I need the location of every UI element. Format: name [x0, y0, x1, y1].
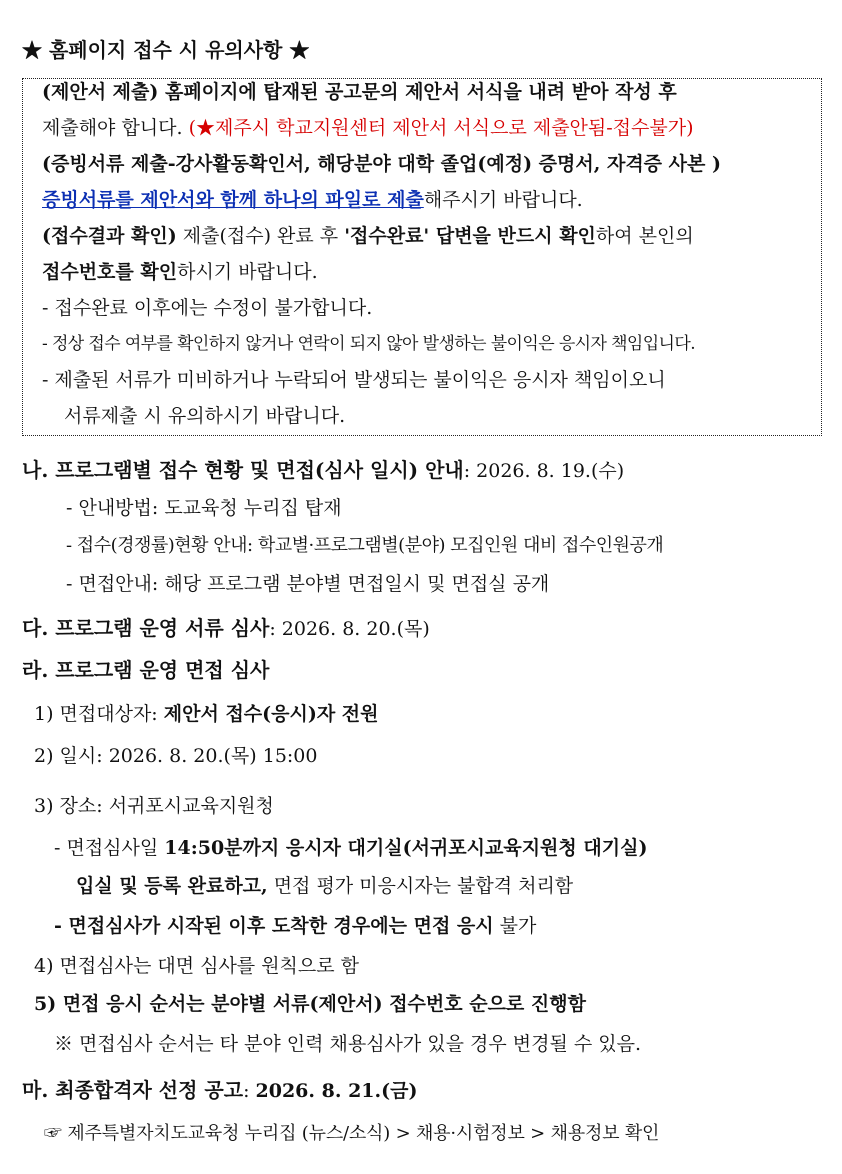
section-ra-item-datetime: 2) 일시: 2026. 8. 20.(목) 15:00 [34, 745, 318, 767]
section-na-item-method: - 안내방법: 도교육청 누리집 탑재 [66, 497, 342, 519]
section-ra-title: 라. 프로그램 운영 면접 심사 [22, 658, 270, 682]
result-check-emphasis: '접수완료' 답변을 반드시 확인 [344, 225, 596, 247]
section-na-item-status: - 접수(경쟁률)현황 안내: 학교별·프로그램별(분야) 모집인원 대비 접수인원공개 [66, 535, 664, 556]
notice-line-documents: (증빙서류 제출-강사활동확인서, 해당분야 대학 졸업(예정) 증명서, 자격증 사본 ) [42, 153, 721, 175]
registration-emphasis: 입실 및 등록 완료하고, [76, 875, 268, 897]
section-ra-item-face-to-face: 4) 면접심사는 대면 심사를 원칙으로 함 [34, 955, 360, 977]
result-check-label: (접수결과 확인) [42, 225, 177, 247]
section-ra-sub-waiting-room [54, 836, 647, 860]
waiting-room-emphasis: 14:50분까지 응시자 대기실(서귀포시교육지원청 대기실) [164, 837, 648, 859]
receipt-number-text: 하시기 바랍니다. [177, 261, 318, 283]
section-ma-title: 마. 최종합격자 선정 공고 [22, 1078, 244, 1102]
notice-line-single-file [42, 188, 583, 212]
section-ra-item-order: 5) 면접 응시 순서는 분야별 서류(제안서) 접수번호 순으로 진행함 [34, 993, 586, 1015]
notice-bullet-responsibility: - 정상 접수 여부를 확인하지 않거나 연락이 되지 않아 발생하는 불이익은 응시자 책임입니다. [42, 334, 696, 354]
notice-warning-text: (★제주시 학교지원센터 제안서 서식으로 제출안됨-접수불가) [188, 117, 694, 139]
section-ma-date: 2026. 8. 21.(금) [255, 1080, 418, 1102]
result-check-text1: 제출(접수) 완료 후 [176, 225, 345, 247]
target-label: 1) 면접대상자: [34, 703, 164, 725]
notice-line-proposal: (제안서 제출) 홈페이지에 탑재된 공고문의 제안서 서식을 내려 받아 작성 후 [42, 81, 677, 103]
single-file-link-text: 증빙서류를 제안서와 함께 하나의 파일로 제출 [42, 189, 424, 211]
section-na-heading [22, 458, 624, 483]
section-na-title: 나. 프로그램별 접수 현황 및 면접(심사 일시) 안내 [22, 458, 464, 482]
waiting-room-prefix: - 면접심사일 [54, 837, 165, 859]
section-da-date: : 2026. 8. 20.(목) [269, 618, 430, 640]
section-na-item-interview: - 면접안내: 해당 프로그램 분야별 면접일시 및 면접실 공개 [66, 573, 550, 595]
receipt-number-emphasis: 접수번호를 확인 [42, 261, 178, 283]
section-ra-item-target [34, 702, 379, 726]
late-arrival-emphasis: - 면접심사가 시작된 이후 도착한 경우에는 면접 응시 [54, 915, 494, 937]
notice-bullet-missing-docs-cont: 서류제출 시 유의하시기 바랍니다. [64, 405, 346, 427]
notice-title: ★ 홈페이지 접수 시 유의사항 ★ [22, 38, 310, 62]
section-ra-item-place: 3) 장소: 서귀포시교육지원청 [34, 795, 274, 817]
section-ra-note: ※ 면접심사 순서는 타 분야 인력 채용심사가 있을 경우 변경될 수 있음. [54, 1033, 642, 1055]
result-check-text2: 하여 본인의 [595, 225, 694, 247]
registration-text: 면접 평가 미응시자는 불합격 처리함 [267, 875, 574, 897]
notice-bullet-missing-docs: - 제출된 서류가 미비하거나 누락되어 발생되는 불이익은 응시자 책임이오니 [42, 369, 666, 391]
late-arrival-text: 불가 [493, 915, 537, 937]
notice-line-receipt-number [42, 260, 318, 284]
section-da-heading [22, 616, 430, 641]
section-ra-sub-late-arrival [54, 914, 536, 938]
section-ra-sub-registration [76, 874, 573, 898]
notice-line-result-check [42, 224, 694, 248]
single-file-rest: 해주시기 바랍니다. [423, 189, 583, 211]
notice-bullet-no-edit: - 접수완료 이후에는 수정이 불가합니다. [42, 297, 373, 319]
target-value: 제안서 접수(응시)자 전원 [163, 703, 379, 725]
notice-line-submit [42, 116, 694, 140]
section-ma-path: ☞ 제주특별자치도교육청 누리집 (뉴스/소식) > 채용·시험정보 > 채용정보 확인 [44, 1123, 660, 1144]
section-na-date: : 2026. 8. 19.(수) [463, 460, 625, 482]
section-ma-date-sep: : [243, 1080, 256, 1102]
section-ma-heading [22, 1078, 417, 1103]
notice-line-submit-text: 제출해야 합니다. [42, 117, 189, 139]
section-da-title: 다. 프로그램 운영 서류 심사 [22, 616, 270, 640]
